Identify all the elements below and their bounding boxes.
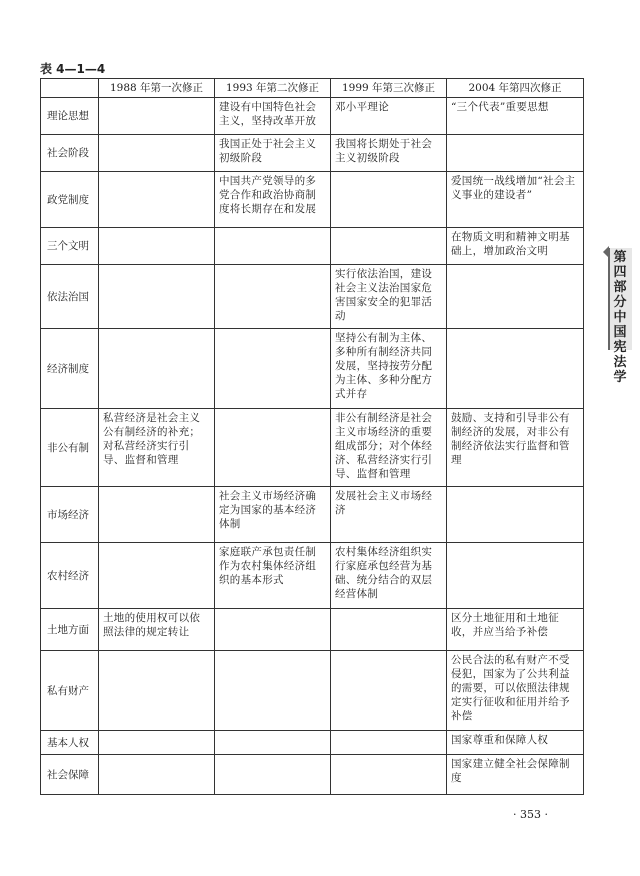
cell-1988 xyxy=(99,228,215,265)
table-row xyxy=(41,98,584,135)
row-label: 土地方面 xyxy=(41,609,99,651)
cell-2004 xyxy=(447,135,584,172)
cell-1993: 我国正处于社会主义初级阶段 xyxy=(215,135,331,172)
constitution-amendment-table xyxy=(40,78,584,795)
cell-2004: 区分土地征用和土地征收，并应当给予补偿 xyxy=(447,609,584,651)
header-amendment-1999: 1999 年第三次修正 xyxy=(331,79,447,98)
cell-1988 xyxy=(99,487,215,543)
cell-2004 xyxy=(447,543,584,609)
row-label: 私有财产 xyxy=(41,651,99,731)
cell-1993: 家庭联产承包责任制作为农村集体经济组织的基本形式 xyxy=(215,543,331,609)
cell-1993 xyxy=(215,265,331,329)
cell-1999 xyxy=(331,731,447,755)
cell-1993 xyxy=(215,409,331,487)
cell-2004: 鼓励、支持和引导非公有制经济的发展，对非公有制经济依法实行监督和管理 xyxy=(447,409,584,487)
cell-1993: 中国共产党领导的多党合作和政治协商制度将长期存在和发展 xyxy=(215,172,331,228)
table-row xyxy=(41,755,584,795)
side-tab-title: 中国宪法学 xyxy=(613,310,627,385)
cell-2004: 国家尊重和保障人权 xyxy=(447,731,584,755)
table-row xyxy=(41,265,584,329)
header-amendment-2004: 2004 年第四次修正 xyxy=(447,79,584,98)
row-label: 非公有制 xyxy=(41,409,99,487)
cell-1993 xyxy=(215,731,331,755)
header-amendment-1993: 1993 年第二次修正 xyxy=(215,79,331,98)
cell-1993 xyxy=(215,228,331,265)
cell-1999: 农村集体经济组织实行家庭承包经营为基础、统分结合的双层经营体制 xyxy=(331,543,447,609)
cell-1993: 社会主义市场经济确定为国家的基本经济体制 xyxy=(215,487,331,543)
cell-1993 xyxy=(215,329,331,409)
side-tab-part: 第四部分 xyxy=(613,250,627,310)
table-row xyxy=(41,651,584,731)
table-row xyxy=(41,135,584,172)
cell-1988 xyxy=(99,755,215,795)
cell-1999: 非公有制经济是社会主义市场经济的重要组成部分；对个体经济、私营经济实行引导、监督和管理 xyxy=(331,409,447,487)
header-amendment-1988: 1988 年第一次修正 xyxy=(99,79,215,98)
row-label: 三个文明 xyxy=(41,228,99,265)
row-label: 社会保障 xyxy=(41,755,99,795)
cell-1988 xyxy=(99,329,215,409)
cell-1993 xyxy=(215,755,331,795)
cell-1988: 私营经济是社会主义公有制经济的补充；对私营经济实行引导、监督和管理 xyxy=(99,409,215,487)
table-row xyxy=(41,731,584,755)
cell-2004: 在物质文明和精神文明基础上，增加政治文明 xyxy=(447,228,584,265)
cell-1999: 坚持公有制为主体、多种所有制经济共同发展，坚持按劳分配为主体、多种分配方式并存 xyxy=(331,329,447,409)
table-row xyxy=(41,172,584,228)
cell-1993: 建设有中国特色社会主义，坚持改革开放 xyxy=(215,98,331,135)
cell-2004 xyxy=(447,265,584,329)
cell-1999: 邓小平理论 xyxy=(331,98,447,135)
cell-1999 xyxy=(331,228,447,265)
cell-2004: 公民合法的私有财产不受侵犯，国家为了公共利益的需要，可以依照法律规定实行征收和征用并给予补偿 xyxy=(447,651,584,731)
row-label: 社会阶段 xyxy=(41,135,99,172)
cell-1999 xyxy=(331,609,447,651)
cell-2004: “三个代表”重要思想 xyxy=(447,98,584,135)
cell-1999: 实行依法治国，建设社会主义法治国家危害国家安全的犯罪活动 xyxy=(331,265,447,329)
header-row xyxy=(41,79,584,98)
cell-2004: 爱国统一战线增加“社会主义事业的建设者” xyxy=(447,172,584,228)
page-number: · 353 · xyxy=(513,808,548,821)
table-row xyxy=(41,228,584,265)
cell-1988: 土地的使用权可以依照法律的规定转让 xyxy=(99,609,215,651)
cell-1988 xyxy=(99,543,215,609)
table-row xyxy=(41,543,584,609)
cell-1999: 发展社会主义市场经济 xyxy=(331,487,447,543)
cell-1988 xyxy=(99,265,215,329)
cell-1999 xyxy=(331,172,447,228)
table-row xyxy=(41,329,584,409)
row-label: 市场经济 xyxy=(41,487,99,543)
table-row xyxy=(41,609,584,651)
cell-1993 xyxy=(215,651,331,731)
table-row xyxy=(41,487,584,543)
cell-1988 xyxy=(99,98,215,135)
row-label: 基本人权 xyxy=(41,731,99,755)
cell-1988 xyxy=(99,172,215,228)
table-row xyxy=(41,409,584,487)
section-side-tab-text xyxy=(612,250,628,385)
cell-2004 xyxy=(447,329,584,409)
row-label: 经济制度 xyxy=(41,329,99,409)
cell-1988 xyxy=(99,731,215,755)
cell-1999 xyxy=(331,651,447,731)
cell-2004: 国家建立健全社会保障制度 xyxy=(447,755,584,795)
cell-1999: 我国将长期处于社会主义初级阶段 xyxy=(331,135,447,172)
row-label: 依法治国 xyxy=(41,265,99,329)
row-label: 农村经济 xyxy=(41,543,99,609)
cell-1988 xyxy=(99,651,215,731)
table-caption: 表 4—1—4 xyxy=(40,62,106,76)
cell-1993 xyxy=(215,609,331,651)
header-corner xyxy=(41,79,99,98)
cell-2004 xyxy=(447,487,584,543)
cell-1999 xyxy=(331,755,447,795)
cell-1988 xyxy=(99,135,215,172)
row-label: 理论思想 xyxy=(41,98,99,135)
row-label: 政党制度 xyxy=(41,172,99,228)
